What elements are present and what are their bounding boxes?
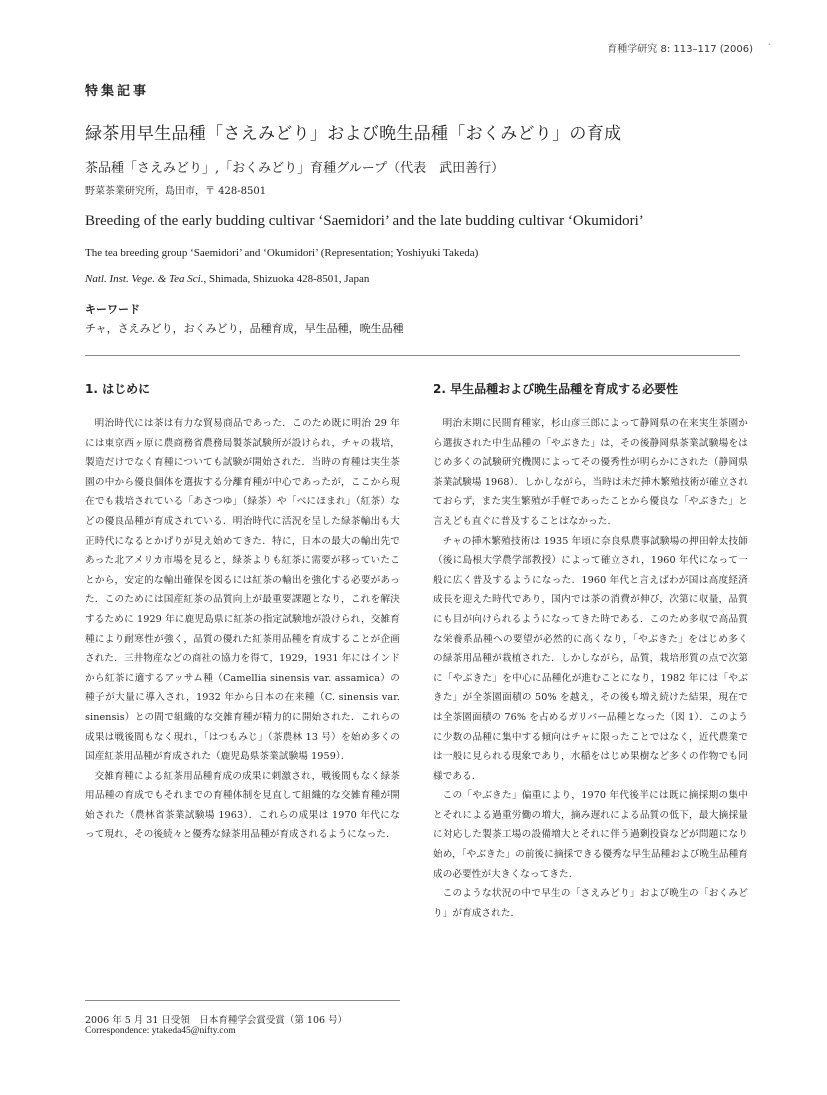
affiliation-japanese: 野菜茶業研究所，島田市，〒 428-8501 (85, 186, 267, 197)
section-category: 特集記事 (85, 84, 150, 99)
footnote-correspondence: Correspondence: ytakeda45@nifty.com (85, 1026, 236, 1036)
section-2-heading: 2. 早生品種および晩生品種を育成する必要性 (433, 382, 679, 396)
footnote-divider (85, 1000, 400, 1001)
section-2-paragraph-3: この「やぶきた」偏重により，1970 年代後半には既に摘採期の集中とそれによる過重労働の増大，摘み遅れによる品質の低下，最大摘採量に対応した製茶工場の設備増大とそれに伴う過剰投資などが問題になり始め，「やぶきた」の前後に摘採できる優秀な早生品種および晩生品種育成の必要性が大きくなってきた． (433, 790, 748, 880)
keywords-heading: キーワード (85, 303, 140, 316)
journal-reference: 育種学研究 8: 113–117 (2006) (607, 44, 753, 55)
title-japanese: 緑茶用早生品種「さえみどり」および晩生品種「おくみどり」の育成 (85, 124, 622, 144)
affiliation-english (85, 273, 369, 285)
section-2-paragraph-4: このような状況の中で早生の「さえみどり」および晩生の「おくみどり」が育成された． (433, 888, 748, 919)
footnote-received: 2006 年 5 月 31 日受領 日本育種学会賞受賞（第 106 号） (85, 1015, 348, 1026)
right-column (433, 380, 748, 923)
affiliation-address: , Shimada, Shizuoka 428-8501, Japan (203, 273, 370, 285)
section-1-paragraph-1: 明治時代には茶は有力な貿易商品であった．このため既に明治 29 年には東京西ヶ原に農商務省農務局製茶試験所が設けられ，チャの栽培，製造だけでなく育種についても試験が開始された．当時の育種は実生茶園の中から優良個体を選抜する分離育種が中心であったが，ここから現在でも栽培されている「あさつゆ」（緑茶）や「べにほまれ」（紅茶）などの優良品種が育成されている．明治時代に活況を呈した緑茶輸出も大正時代になるとかげりが見え始めてきた．特に，日本の最大の輸出先であった北アメリカ市場を見ると，緑茶よりも紅茶に需要が移っていたことから，安定的な輸出確保を図るには紅茶の輸出を強化する必要があった．このためには国産紅茶の品質向上が最重要課題となり，これを解決するために 1929 年に鹿児島県に紅茶の指定試験地が設けられ，交雑育種により耐寒性が強く，品質の優れた紅茶用品種を育成することが企画された．三井物産などの商社の協力を得て，1929，1931 年にはインドから紅茶に適するアッサム種（Camellia sinensis var. assamica）の種子が大量に導入され，1932 年から日本の在来種（C. sinensis var. sinensis）との間で組織的な交雑育種が精力的に開始された．これらの成果は戦後間もなく現れ，「はつもみじ」（茶農林 13 号）を始め多くの国産紅茶用品種が育成された（鹿児島県茶業試験場 1959）． (85, 418, 400, 763)
section-2-paragraph-1: 明治末期に民間育種家，杉山彦三郎によって静岡県の在来実生茶園から選抜された中生品種の「やぶきた」は，その後静岡県茶業試験場をはじめ多くの試験研究機関によってその優秀性が明らかにされた（静岡県茶業試験場 1968）．しかしながら，当時は未だ挿木繁殖技術が確立されておらず，また実生繁殖が手軽であったことから優良な「やぶきた」と言えども直ぐに普及することはなかった． (433, 418, 748, 527)
authors-japanese: 茶品種「さえみどり」,「おくみどり」育種グループ（代表 武田善行） (85, 161, 505, 176)
section-2-paragraph-2: チャの挿木繁殖技術は 1935 年頃に奈良県農事試験場の押田幹太技師（後に島根大学農学部教授）によって確立され，1960 年代になって一般に広く普及するようになった．1960 年代と言えばわが国は高度経済成長を迎えた時代であり，国内では茶の消費が伸び，次第に収量，品質にも目が向けられるようになってきた時である．このため多収で高品質な栄養系品種への要望が必然的に高くなり，「やぶきた」をはじめ多くの緑茶用品種が栽植された．しかしながら，品質，栽培形質の点で次第に「やぶきた」を中心に品種化が進むことになり，1982 年には「やぶきた」が全茶園面積の 50% を越え，その後も増え続けた結果，現在では全茶園面積の 76% を占めるガリバー品種となった（図 1）．このように少数の品種に集中する傾向はチャに限ったことではなく，近代農業では一般に見られる現象であり，水稲をはじめ果樹など多くの作物でも同様である． (433, 535, 748, 782)
section-1-heading: 1. はじめに (85, 382, 151, 396)
authors-english: The tea breeding group ‘Saemidori’ and ‘Okumidori’ (Representation; Yoshiyuki Takeda) (85, 247, 479, 259)
left-column (85, 380, 400, 845)
title-english: Breeding of the early budding cultivar ‘Saemidori’ and the late budding cultivar ‘Okumidori’ (85, 213, 644, 229)
section-1-paragraph-2: 交雑育種による紅茶用品種育成の成果に刺激され，戦後間もなく緑茶用品種の育成でもそれまでの育種体制を見直して組織的な交雑育種が開始された（農林省茶業試験場 1963）．これらの成果は 1970 年代になって現れ，その後続々と優秀な緑茶用品種が育成されるようになった． (85, 770, 400, 841)
keywords-list: チャ，さえみどり，おくみどり，品種育成，早生品種，晩生品種 (85, 322, 404, 335)
header-divider (85, 355, 740, 356)
header-dot: · (768, 40, 772, 51)
affiliation-institute: Natl. Inst. Vege. & Tea Sci. (85, 273, 204, 285)
